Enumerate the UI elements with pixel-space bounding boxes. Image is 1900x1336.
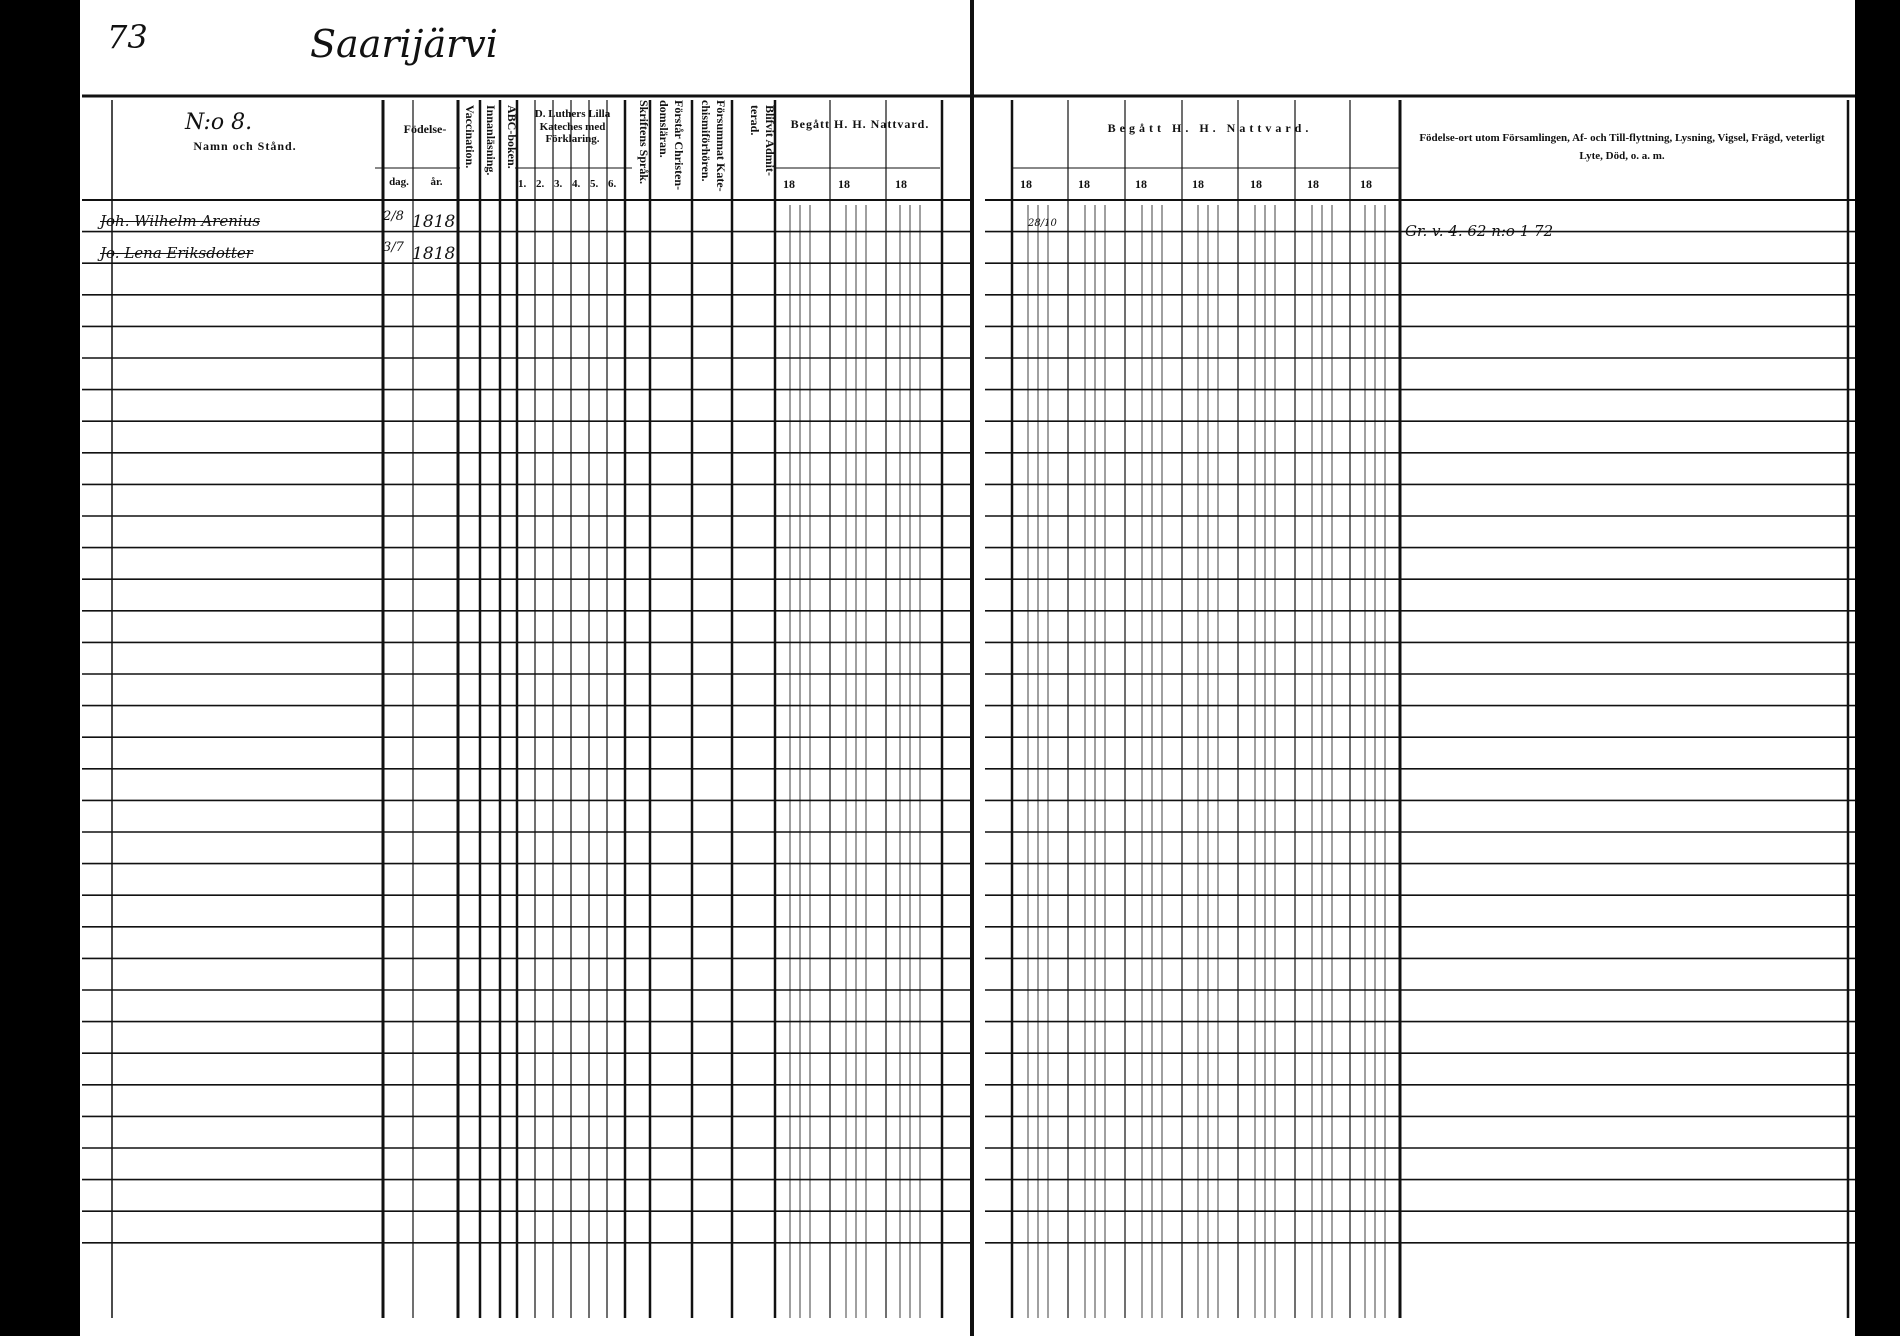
year-prefix-label: 18 xyxy=(1307,177,1319,191)
year-header: år. xyxy=(430,176,443,188)
entry-year: 1818 xyxy=(412,212,456,232)
entry-remark: Gr. v. 4. 62 n:o 1 72 xyxy=(1405,222,1554,240)
skriftens-header: Skriftens Språk. xyxy=(637,100,651,185)
abc-header: ABC-boken. xyxy=(505,105,519,169)
innanlasning-header: Innanläsning. xyxy=(484,105,498,176)
forsummat-header: Försummat Kate-chismiförhören. xyxy=(699,100,728,192)
page-number: 73 xyxy=(107,18,148,56)
catechism-col-label: 5. xyxy=(590,178,599,190)
birth-header: Födelse- xyxy=(403,122,447,136)
entry-day: 2/8 xyxy=(383,209,404,224)
year-prefix-label: 18 xyxy=(783,177,795,191)
forstar-header: Förstår Christen-domsläran. xyxy=(657,100,686,191)
year-prefix-label: 18 xyxy=(1135,177,1147,191)
catechism-col-label: 2. xyxy=(536,178,545,190)
catechism-col-label: 1. xyxy=(518,178,527,190)
catechism-col-label: 3. xyxy=(554,178,563,190)
year-prefix-label: 18 xyxy=(1250,177,1262,191)
communion-header-left: Begått H. H. Nattvard. xyxy=(790,117,930,131)
year-prefix-label: 18 xyxy=(1020,177,1032,191)
name-header: Namn och Stånd. xyxy=(193,139,297,153)
parish-name: Saarijärvi xyxy=(310,22,498,66)
entry-name: Joh. Wilhelm Arenius xyxy=(100,212,261,230)
year-prefix-label: 18 xyxy=(838,177,850,191)
year-prefix-label: 18 xyxy=(895,177,907,191)
communion-header-right: Begått H. H. Nattvard. xyxy=(1107,121,1313,135)
blifvit-header: Blifvit Admit-terad. xyxy=(748,105,777,176)
catechism-col-label: 6. xyxy=(608,178,617,190)
entry-communion: 28/10 xyxy=(1028,218,1057,229)
entry-day: 3/7 xyxy=(383,240,404,255)
year-prefix-label: 18 xyxy=(1078,177,1090,191)
day-header: dag. xyxy=(389,176,409,188)
catechism-header: D. Luthers Lilla Kateches med Förklaring. xyxy=(534,108,611,146)
remarks-header: Födelse-ort utom Församlingen, Af- och Till-flyttning, Lysning, Vigsel, Frägd, veterligt Lyte, Död, o. a. m. xyxy=(1419,132,1825,162)
household-number: N:o 8. xyxy=(185,110,253,135)
year-prefix-label: 18 xyxy=(1360,177,1372,191)
entry-year: 1818 xyxy=(412,244,456,264)
vaccination-header: Vaccination. xyxy=(463,105,477,169)
year-prefix-label: 18 xyxy=(1192,177,1204,191)
catechism-col-label: 4. xyxy=(572,178,581,190)
entry-name: Jo. Lena Eriksdotter xyxy=(100,244,253,262)
